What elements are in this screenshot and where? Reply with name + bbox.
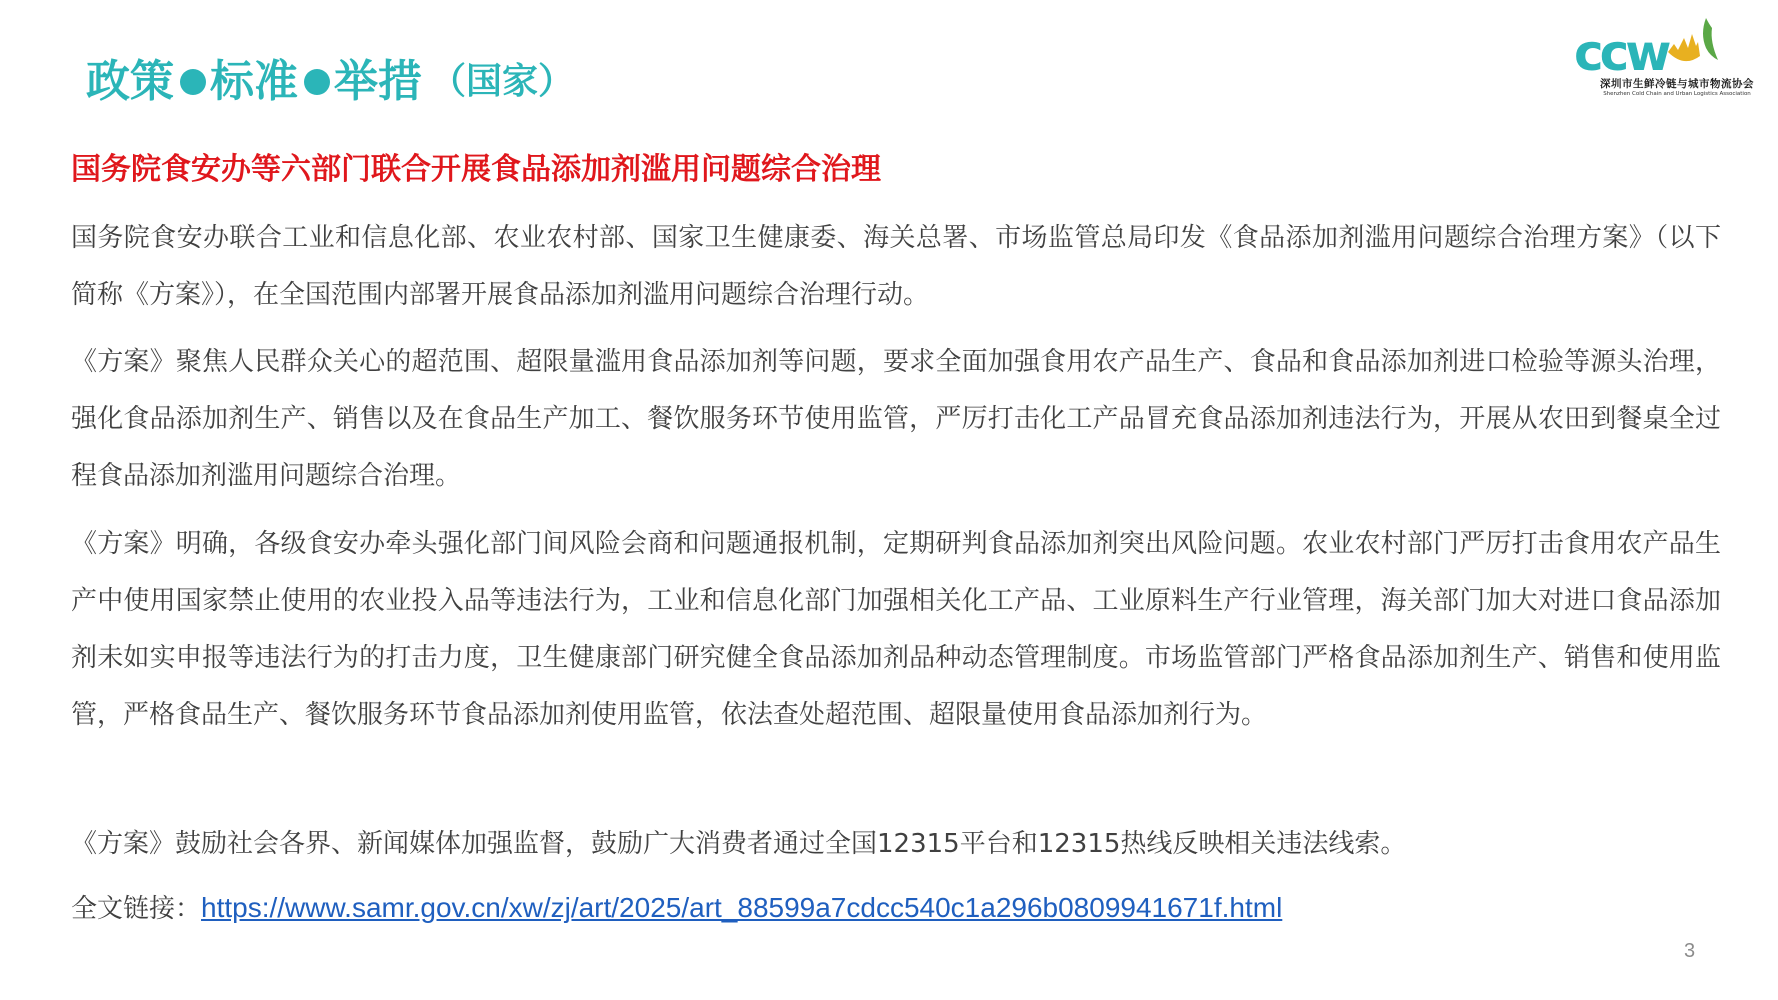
logo-org-name-cn: 深圳市生鲜冷链与城市物流协会	[1600, 78, 1754, 90]
paragraph-3: 《方案》明确，各级食安办牵头强化部门间风险会商和问题通报机制，定期研判食品添加剂突出风险问题。农业农村部门严厉打击食用农产品生产中使用国家禁止使用的农业投入品等违法行为，工业和信息化部门加强相关化工产品、工业原料生产行业管理，海关部门加大对进口食品添加剂未如实申报等违法行为的打击力度，卫生健康部门研究健全食品添加剂品种动态管理制度。市场监管部门严格食品添加剂生产、销售和使用监管，严格食品生产、餐饮服务环节食品添加剂使用监管，依法查处超范围、超限量使用食品添加剂行为。	[71, 529, 1721, 730]
full-text-link[interactable]: https://www.samr.gov.cn/xw/zj/art/2025/art_88599a7cdcc540c1a296b0809941671f.html	[201, 892, 1283, 923]
bullet-dot	[304, 69, 330, 95]
article-headline: 国务院食安办等六部门联合开展食品添加剂滥用问题综合治理	[71, 152, 881, 187]
full-text-link-row	[71, 888, 1282, 929]
paragraph-1: 国务院食安办联合工业和信息化部、农业农村部、国家卫生健康委、海关总署、市场监管总局印发《食品添加剂滥用问题综合治理方案》（以下简称《方案》），在全国范围内部署开展食品添加剂滥用问题综合治理行动。	[71, 223, 1721, 310]
page-number: 3	[1684, 940, 1696, 962]
logo-flame	[1703, 18, 1718, 60]
title-part-measures: 举措	[334, 56, 422, 107]
paragraph-2: 《方案》聚焦人民群众关心的超范围、超限量滥用食品添加剂等问题，要求全面加强食用农产品生产、食品和食品添加剂进口检验等源头治理，强化食品添加剂生产、销售以及在食品生产加工、餐饮服务环节使用监管，严厉打击化工产品冒充食品添加剂违法行为，开展从农田到餐桌全过程食品添加剂滥用问题综合治理。	[71, 347, 1721, 491]
title-suffix: （国家）	[430, 61, 575, 102]
bullet-dot	[180, 69, 206, 95]
page-title	[86, 56, 575, 107]
title-part-policy: 政策	[86, 56, 174, 107]
title-part-standard: 标准	[210, 56, 298, 107]
paragraph-4: 《方案》鼓励社会各界、新闻媒体加强监督，鼓励广大消费者通过全国12315平台和12315热线反映相关违法线索。	[71, 829, 1407, 859]
logo-wordmark: ccw	[1574, 24, 1668, 82]
logo-org-name-en: Shenzhen Cold Chain and Urban Logistics Association	[1603, 91, 1751, 97]
logo-skyline	[1668, 34, 1700, 61]
link-label: 全文链接：	[71, 894, 202, 924]
